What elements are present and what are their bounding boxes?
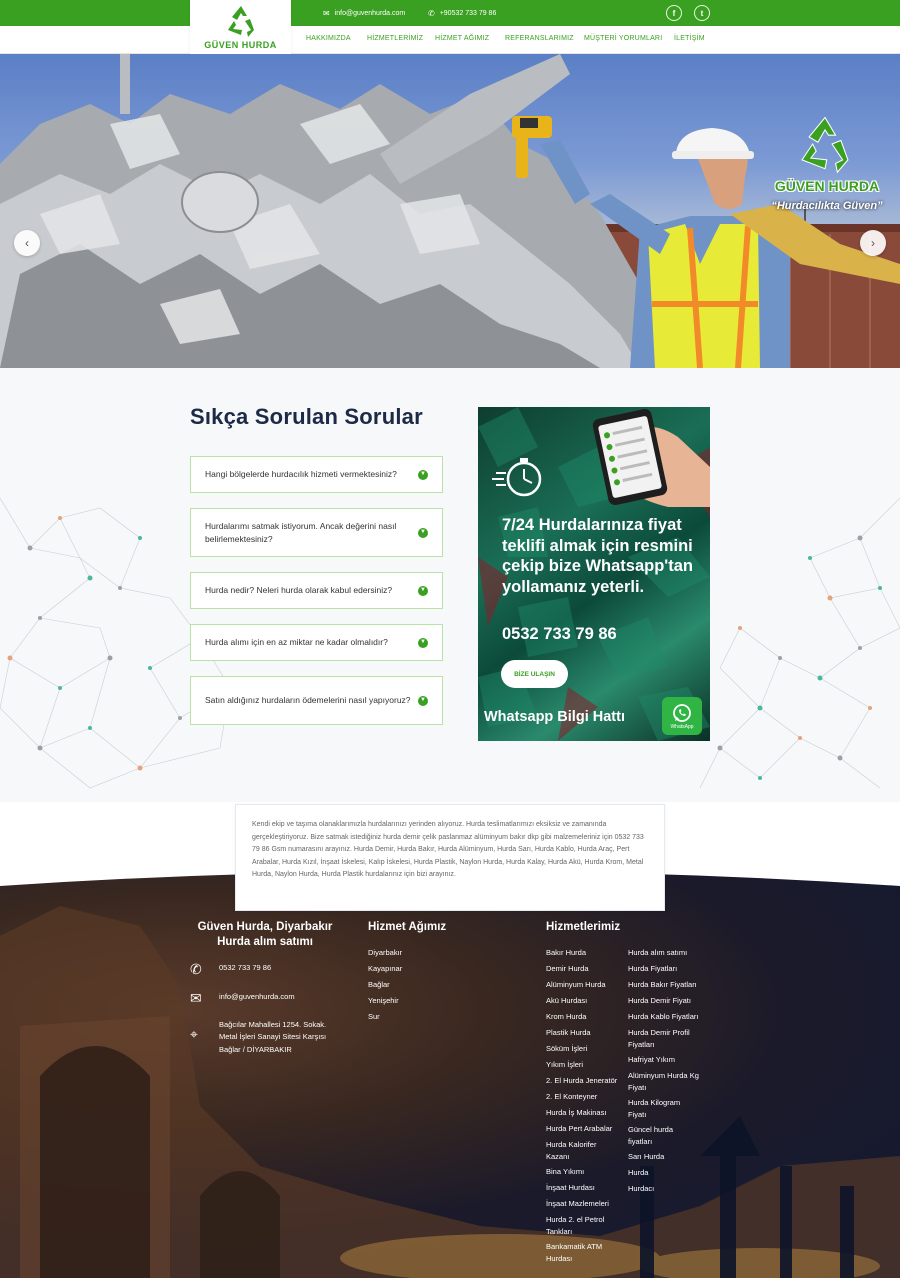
footer-service-link[interactable]: Hurda 2. el Petrol Tankları — [546, 1215, 605, 1236]
footer-company-title: Güven Hurda, Diyarbakır Hurda alım satımı — [197, 921, 333, 948]
site-footer — [0, 866, 900, 1278]
chevron-down-icon: ▼ — [418, 638, 428, 648]
hero-slogan: “Hurdacılıkta Güven” — [771, 200, 883, 212]
footer-service-link[interactable]: Hurda Fiyatları — [628, 964, 678, 973]
faq-section — [0, 368, 900, 802]
whatsapp-badge[interactable] — [662, 697, 702, 735]
footer-service-link[interactable]: Bakır Hurda — [546, 948, 587, 957]
faq-question: Satın aldığınız hurdaların ödemelerini nasıl yapıyoruz? — [205, 695, 411, 706]
nav-item-musteri-yorumlari[interactable]: MÜŞTERİ YORUMLARI — [584, 35, 663, 42]
footer-service-link[interactable]: İnşaat Hurdası — [546, 1183, 595, 1192]
footer-phone[interactable] — [190, 962, 271, 976]
footer-service-link[interactable]: Akü Hurdası — [546, 996, 588, 1005]
nav-item-hakkimizda[interactable]: HAKKIMIZDA — [306, 35, 351, 42]
footer-service-link[interactable]: 2. El Hurda Jeneratör — [546, 1076, 618, 1085]
topbar-email[interactable] — [323, 0, 405, 26]
footer-service-link[interactable]: Alüminyum Hurda Kg Fiyatı — [628, 1071, 699, 1092]
slider-prev-button[interactable]: ‹ — [14, 230, 40, 256]
whatsapp-promo-banner — [478, 407, 710, 741]
footer-service-link[interactable]: Hurda İş Makinası — [546, 1108, 607, 1117]
footer-email[interactable] — [190, 991, 295, 1005]
footer-email-text: info@guvenhurda.com — [219, 992, 295, 1001]
footer-service-link[interactable]: Sarı Hurda — [628, 1152, 665, 1161]
recycle-icon — [223, 4, 259, 38]
footer-network-link[interactable]: Bağlar — [368, 980, 390, 989]
nav-item-iletisim[interactable]: İLETİŞİM — [674, 35, 705, 42]
chevron-down-icon: ▼ — [418, 586, 428, 596]
footer-service-link[interactable]: Bina Yıkımı — [546, 1167, 585, 1176]
mail-icon: ✉ — [190, 990, 202, 1006]
faq-title: Sıkça Sorulan Sorular — [190, 404, 423, 429]
faq-question: Hurda nedir? Neleri hurda olarak kabul edersiniz? — [205, 585, 393, 596]
footer-phone-text: 0532 733 79 86 — [219, 963, 272, 972]
chevron-down-icon: ▼ — [418, 528, 428, 538]
footer-service-link[interactable]: Plastik Hurda — [546, 1028, 591, 1037]
whatsapp-icon — [672, 703, 692, 723]
footer-service-link[interactable]: Hurda Pert Arabalar — [546, 1124, 613, 1133]
footer-service-link[interactable]: Hurda Bakır Fiyatları — [628, 980, 697, 989]
footer-service-link[interactable]: Hurda Kilogram Fiyatı — [628, 1098, 681, 1119]
topbar-phone-text: +90532 733 79 86 — [439, 9, 497, 17]
footer-service-link[interactable]: Hurdacı — [628, 1184, 655, 1193]
footer-service-link[interactable]: Hurda alım satımı — [628, 948, 688, 957]
footer-network-link[interactable]: Yenişehir — [368, 996, 399, 1005]
site-logo[interactable] — [190, 0, 291, 54]
logo-text: GÜVEN HURDA — [204, 40, 277, 50]
twitter-icon[interactable]: t — [694, 5, 710, 21]
promo-phone[interactable]: 0532 733 79 86 — [502, 625, 617, 643]
footer-service-link[interactable]: Alüminyum Hurda — [546, 980, 606, 989]
footer-service-link[interactable]: 2. El Konteyner — [546, 1092, 598, 1101]
faq-question: Hangi bölgelerde hurdacılık hizmeti vermektesiniz? — [205, 469, 397, 480]
footer-service-link[interactable]: Hurda — [628, 1168, 649, 1177]
topbar-phone[interactable] — [428, 0, 496, 26]
faq-question: Hurda alımı için en az miktar ne kadar olmalıdır? — [205, 637, 388, 648]
slider-next-button[interactable]: › — [860, 230, 886, 256]
faq-item[interactable] — [190, 572, 443, 609]
footer-service-link[interactable]: Söküm İşleri — [546, 1044, 588, 1053]
footer-address — [190, 1019, 344, 1056]
hero-brand: GÜVEN HURDA — [774, 178, 880, 194]
promo-text: 7/24 Hurdalarınıza fiyat teklifi almak için resmini çekip bize Whatsapp'tan yollamanız yeterli. — [502, 516, 693, 596]
nav-item-hizmet-agimiz[interactable]: HİZMET AĞIMIZ — [435, 35, 490, 42]
footer-service-link[interactable]: Hafriyat Yıkım — [628, 1055, 675, 1064]
footer-network-title: Hizmet Ağımız — [368, 921, 447, 933]
topbar-email-text: info@guvenhurda.com — [334, 9, 406, 17]
footer-service-link[interactable]: Bankamatik ATM Hurdası — [546, 1242, 603, 1263]
contact-us-button[interactable]: BİZE ULAŞIN — [501, 660, 568, 688]
faq-item[interactable] — [190, 508, 443, 557]
nav-item-hizmetlerimiz[interactable]: HİZMETLERİMİZ — [367, 35, 424, 42]
footer-service-link[interactable]: Hurda Kablo Fiyatları — [628, 1012, 699, 1021]
faq-item[interactable] — [190, 676, 443, 725]
footer-service-link[interactable]: Hurda Kalorifer Kazanı — [546, 1140, 597, 1161]
footer-service-link[interactable]: Hurda Demir Fiyatı — [628, 996, 691, 1005]
footer-background — [0, 866, 900, 1278]
chevron-down-icon: ▼ — [418, 696, 428, 706]
nav-item-referanslarimiz[interactable]: REFERANSLARIMIZ — [505, 35, 574, 42]
main-nav — [0, 26, 900, 54]
whatsapp-badge-label: WhatsApp — [670, 723, 694, 730]
footer-service-link[interactable]: Krom Hurda — [546, 1012, 587, 1021]
hero-recycle-icon — [793, 114, 857, 174]
mail-icon: ✉ — [323, 8, 330, 18]
footer-service-link[interactable]: Demir Hurda — [546, 964, 589, 973]
location-pin-icon: ⌖ — [190, 1026, 198, 1042]
footer-service-link[interactable]: Hurda Demir Profil Fiyatları — [628, 1028, 690, 1049]
faq-item[interactable] — [190, 456, 443, 493]
chevron-down-icon: ▼ — [418, 470, 428, 480]
network-pattern — [0, 368, 900, 802]
footer-services-title: Hizmetlerimiz — [546, 921, 621, 933]
facebook-icon[interactable]: f — [666, 5, 682, 21]
footer-service-link[interactable]: İnşaat Mazlemeleri — [546, 1199, 609, 1208]
top-bar — [0, 0, 900, 26]
faq-item[interactable] — [190, 624, 443, 661]
phone-icon: ✆ — [428, 8, 435, 18]
info-box — [235, 804, 665, 911]
footer-network-link[interactable]: Kayapınar — [368, 964, 403, 973]
footer-service-link[interactable]: Güncel hurda fiyatları — [628, 1125, 674, 1146]
footer-service-link[interactable]: Yıkım İşleri — [546, 1060, 584, 1069]
hero-slider[interactable] — [0, 54, 900, 368]
phone-icon: ✆ — [190, 961, 202, 977]
footer-network-link[interactable]: Sur — [368, 1012, 380, 1021]
footer-address-text: Bağcılar Mahallesi 1254. Sokak. Metal İşleri Sanayi Sitesi Karşısı Bağlar / DİYARBAKIR — [219, 1020, 327, 1054]
info-text: Kendi ekip ve taşıma olanaklarımızla hurdalarınızı yerinden alıyoruz. Hurda teslimatlarımızı eksiksiz ve zamanında gerçekleştiriyoruz. Bize satmak istediğiniz hurda demir çelik paslanmaz alüminyum bakır dkp gibi malzemeleriniz için 0532 733 79 86 Gsm numarasını arayınız. Hurda Demir, Hurda Bakır, Hurda Alüminyum, Hurda Sarı, Hurda Kablo, Hurda Araç, Pert Arabalar, Hurda Kızıl, İnşaat İskelesi, Kalıp İskelesi, Hurda Plastik, Naylon Hurda, Hurda Kalay, Hurda Akü, Hurda Krom, Metal Hurda, Naylon Hurda, Hurda Plastik hurdalarınız için bizi arayınız. — [252, 821, 644, 879]
promo-footer-title: Whatsapp Bilgi Hattı — [484, 709, 625, 725]
footer-network-link[interactable]: Diyarbakır — [368, 948, 403, 957]
faq-question: Hurdalarımı satmak istiyorum. Ancak değerini nasıl belirlemektesiniz? — [205, 521, 397, 544]
